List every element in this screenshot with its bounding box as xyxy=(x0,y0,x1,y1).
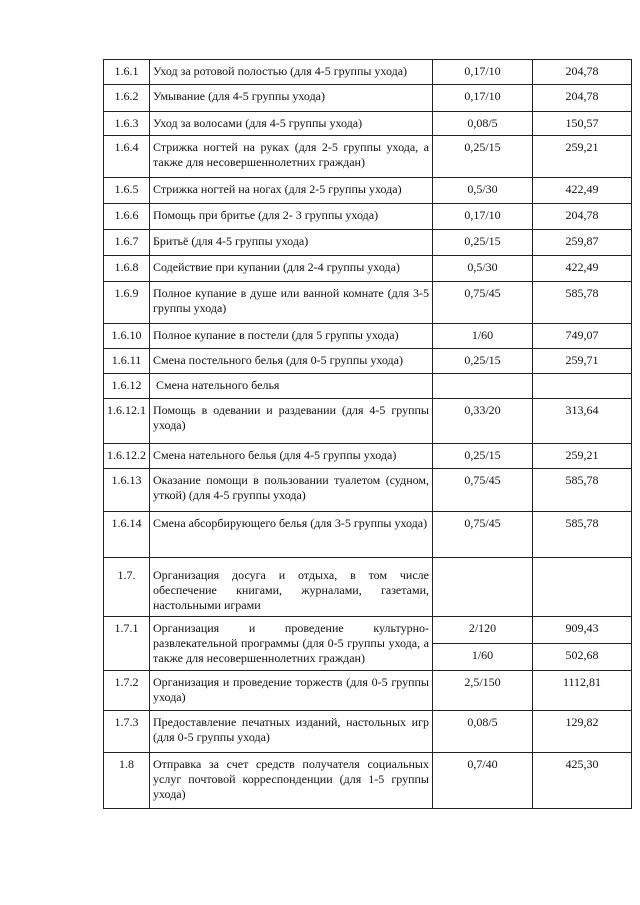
table-row xyxy=(104,558,632,617)
table-row xyxy=(104,711,632,753)
table-row xyxy=(104,753,632,809)
service-price: 585,78 xyxy=(533,512,632,558)
table-row xyxy=(104,204,632,230)
service-price: 749,07 xyxy=(533,324,632,349)
service-code: 1.6.10 xyxy=(104,324,150,349)
service-code: 1.6.6 xyxy=(104,204,150,230)
service-price: 150,57 xyxy=(533,112,632,136)
table-row xyxy=(104,85,632,112)
table-row xyxy=(104,60,632,85)
table-row xyxy=(104,282,632,324)
service-name: Помощь при бритье (для 2- 3 группы ухода) xyxy=(150,204,433,230)
service-time-norm: 0,25/15 xyxy=(433,136,533,178)
service-price: 909,43 xyxy=(533,617,632,644)
service-code: 1.6.12.2 xyxy=(104,444,150,469)
table-row xyxy=(104,324,632,349)
service-time-norm: 0,25/15 xyxy=(433,349,533,374)
service-price: 259,21 xyxy=(533,444,632,469)
table-row xyxy=(104,617,632,644)
service-time-norm: 0,7/40 xyxy=(433,753,533,809)
service-name: Оказание помощи в пользовании туалетом (судном, уткой) (для 4-5 группы ухода) xyxy=(150,469,433,512)
service-code: 1.6.2 xyxy=(104,85,150,112)
service-time-norm: 0,75/45 xyxy=(433,512,533,558)
service-name: Уход за ротовой полостью (для 4-5 группы ухода) xyxy=(150,60,433,85)
service-price: 259,71 xyxy=(533,349,632,374)
service-name: Отправка за счет средств получателя социальных услуг почтовой корреспонденции (для 1-5 группы ухода) xyxy=(150,753,433,809)
service-code: 1.6.12.1 xyxy=(104,399,150,444)
service-time-norm: 2/120 xyxy=(433,617,533,644)
service-code: 1.8 xyxy=(104,753,150,809)
service-time-norm: 0,5/30 xyxy=(433,178,533,204)
service-time-norm: 1/60 xyxy=(433,324,533,349)
service-code: 1.6.5 xyxy=(104,178,150,204)
service-code: 1.6.11 xyxy=(104,349,150,374)
service-code: 1.6.8 xyxy=(104,256,150,282)
table-row xyxy=(104,349,632,374)
service-time-norm: 0,5/30 xyxy=(433,256,533,282)
service-code: 1.7. xyxy=(104,558,150,617)
service-time-norm xyxy=(433,374,533,399)
service-name: Бритьё (для 4-5 группы ухода) xyxy=(150,230,433,256)
service-code: 1.6.12 xyxy=(104,374,150,399)
service-time-norm: 0,25/15 xyxy=(433,230,533,256)
service-price xyxy=(533,374,632,399)
service-price: 204,78 xyxy=(533,85,632,112)
service-price: 422,49 xyxy=(533,256,632,282)
service-name: Смена абсорбирующего белья (для 3-5 группы ухода) xyxy=(150,512,433,558)
service-price: 502,68 xyxy=(533,644,632,671)
service-name: Смена нательного белья (для 4-5 группы ухода) xyxy=(150,444,433,469)
service-price: 259,21 xyxy=(533,136,632,178)
table-row xyxy=(104,512,632,558)
service-time-norm: 0,08/5 xyxy=(433,112,533,136)
service-name: Помощь в одевании и раздевании (для 4-5 группы ухода) xyxy=(150,399,433,444)
table-row xyxy=(104,178,632,204)
service-price: 313,64 xyxy=(533,399,632,444)
service-price: 1112,81 xyxy=(533,671,632,711)
service-price: 259,87 xyxy=(533,230,632,256)
table-row xyxy=(104,136,632,178)
table-row xyxy=(104,256,632,282)
service-code: 1.6.3 xyxy=(104,112,150,136)
service-code: 1.7.3 xyxy=(104,711,150,753)
service-name: Уход за волосами (для 4-5 группы ухода) xyxy=(150,112,433,136)
service-code: 1.7.1 xyxy=(104,617,150,671)
service-code: 1.6.14 xyxy=(104,512,150,558)
service-price: 425,30 xyxy=(533,753,632,809)
service-name: Организация и проведение культурно-развлекательной программы (для 0-5 группы ухода, а также для несовершеннолетних граждан) xyxy=(150,617,433,671)
service-price: 585,78 xyxy=(533,469,632,512)
table-row xyxy=(104,374,632,399)
service-name: Полное купание в душе или ванной комнате (для 3-5 группы ухода) xyxy=(150,282,433,324)
service-code: 1.6.13 xyxy=(104,469,150,512)
service-name: Полное купание в постели (для 5 группы ухода) xyxy=(150,324,433,349)
service-code: 1.6.9 xyxy=(104,282,150,324)
service-name: Умывание (для 4-5 группы ухода) xyxy=(150,85,433,112)
service-code: 1.6.4 xyxy=(104,136,150,178)
service-time-norm: 0,08/5 xyxy=(433,711,533,753)
service-time-norm: 0,75/45 xyxy=(433,469,533,512)
services-tariff-table xyxy=(103,59,632,809)
service-time-norm: 1/60 xyxy=(433,644,533,671)
service-time-norm: 0,17/10 xyxy=(433,204,533,230)
service-code: 1.7.2 xyxy=(104,671,150,711)
service-time-norm: 0,75/45 xyxy=(433,282,533,324)
service-time-norm: 0,25/15 xyxy=(433,444,533,469)
service-price: 585,78 xyxy=(533,282,632,324)
service-name: Содействие при купании (для 2-4 группы ухода) xyxy=(150,256,433,282)
service-name: Смена постельного белья (для 0-5 группы ухода) xyxy=(150,349,433,374)
service-price: 204,78 xyxy=(533,204,632,230)
service-name: Организация и проведение торжеств (для 0-5 группы ухода) xyxy=(150,671,433,711)
service-name: Стрижка ногтей на руках (для 2-5 группы ухода, а также для несовершеннолетних граждан) xyxy=(150,136,433,178)
service-time-norm: 2,5/150 xyxy=(433,671,533,711)
service-price: 129,82 xyxy=(533,711,632,753)
table-row xyxy=(104,469,632,512)
service-time-norm xyxy=(433,558,533,617)
table-row xyxy=(104,671,632,711)
service-time-norm: 0,17/10 xyxy=(433,85,533,112)
service-name: Организация досуга и отдыха, в том числе обеспечение книгами, журналами, газетами, настольными играми xyxy=(150,558,433,617)
table-row xyxy=(104,230,632,256)
service-code: 1.6.1 xyxy=(104,60,150,85)
table-row xyxy=(104,399,632,444)
table-row xyxy=(104,112,632,136)
service-time-norm: 0,17/10 xyxy=(433,60,533,85)
service-name: Предоставление печатных изданий, настольных игр (для 0-5 группы ухода) xyxy=(150,711,433,753)
service-code: 1.6.7 xyxy=(104,230,150,256)
service-time-norm: 0,33/20 xyxy=(433,399,533,444)
service-name: Стрижка ногтей на ногах (для 2-5 группы ухода) xyxy=(150,178,433,204)
service-name: Смена нательного белья xyxy=(150,374,433,399)
service-price xyxy=(533,558,632,617)
service-price: 422,49 xyxy=(533,178,632,204)
service-price: 204,78 xyxy=(533,60,632,85)
table-row xyxy=(104,444,632,469)
